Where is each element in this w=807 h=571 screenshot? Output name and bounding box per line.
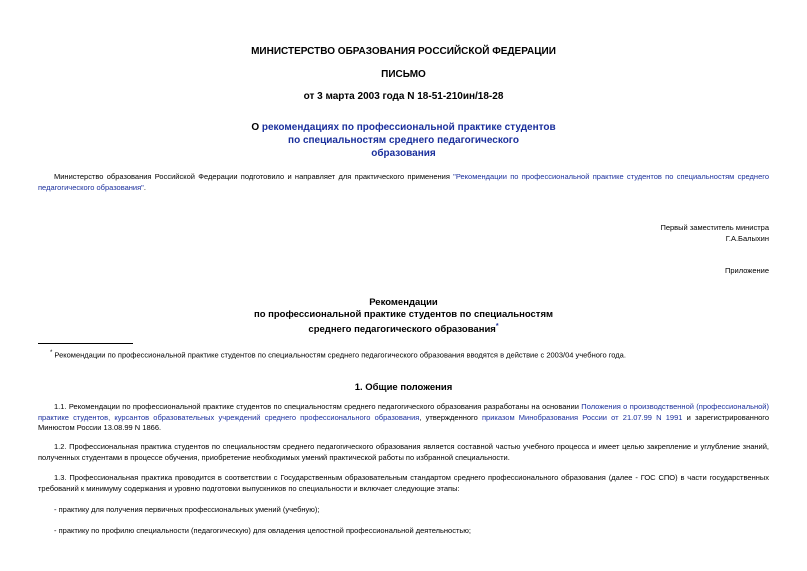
signature-block <box>660 223 769 244</box>
footnote-ref-link[interactable]: * <box>495 323 499 330</box>
list-item-1: - практику для получения первичных профессиональных умений (учебную); <box>54 505 320 514</box>
subject-link-line2[interactable]: по специальностям среднего педагогического <box>288 135 519 146</box>
list-item-2: - практику по профилю специальности (педагогическую) для овладения целостной профессиональной деятельностью; <box>54 526 472 535</box>
intro-text: Министерство образования Российской Федерации подготовило и направляет для практического применения <box>54 172 454 181</box>
recommendations-title-line3: среднего педагогического образования <box>308 324 496 336</box>
intro-paragraph <box>38 172 769 193</box>
subject-link-line1[interactable]: рекомендациях по профессиональной практике студентов <box>261 122 556 133</box>
section1-paragraph-1-2: 1.2. Профессиональная практика студентов по специальностям среднего педагогического образования является составной частью учебного процесса и имеет целью закрепление и углубление знаний, полученных студентами в процессе обучения, приобретение необходимых умений практической работы по избранной специальности. <box>38 442 769 462</box>
subject-heading <box>0 121 807 160</box>
practice-regulation-link[interactable]: Положения о производственной (профессиональной) практике студентов, курсантов образовательных учреждений среднего профессионального образования <box>38 402 769 422</box>
subject-link-line3[interactable]: образования <box>371 148 436 159</box>
section1-title: 1. Общие положения <box>354 382 453 393</box>
recommendations-link[interactable]: "Рекомендации по профессиональной практике студентов по специальностям среднего педагогического образования" <box>38 172 769 192</box>
footnote-text: Рекомендации по профессиональной практике студентов по специальностям среднего педагогического образования вводятся в действие с 2003/04 учебного года. <box>52 350 626 360</box>
intro-end: . <box>143 182 146 192</box>
p11-end: и зарегистрированного Минюстом России 13.08.99 N 1866. <box>38 412 769 432</box>
recommendations-title-line1: Рекомендации <box>369 297 438 308</box>
recommendations-title <box>0 297 807 336</box>
signature-position: Первый заместитель министра <box>660 223 769 232</box>
date-number-heading: от 3 марта 2003 года N 18-51-210ин/18-28 <box>303 91 504 102</box>
footnote <box>50 348 769 361</box>
ministry-heading: МИНИСТЕРСТВО ОБРАЗОВАНИЯ РОССИЙСКОЙ ФЕДЕРАЦИИ <box>251 46 556 57</box>
subject-prefix: О <box>251 122 262 133</box>
doc-type-heading: ПИСЬМО <box>381 69 426 80</box>
section1-paragraph-1-3: 1.3. Профессиональная практика проводится в соответствии с Государственным образовательным стандартом среднего профессионального образования (далее - ГОС СПО) в части государственных требований к минимуму содержания и уровню подготовки выпускников по специальности и включает следующие этапы: <box>38 473 769 493</box>
signature-name: Г.А.Балыхин <box>725 233 769 243</box>
footnote-divider <box>38 343 133 344</box>
order-1991-link[interactable]: приказом Минобразования России от 21.07.99 N 1991 <box>481 412 683 422</box>
p11-text: 1.1. Рекомендации по профессиональной практике студентов по специальностям среднего педагогического образования разработаны на основании <box>54 402 582 411</box>
p11-mid: , утвержденного <box>419 412 482 422</box>
footnote-marker: * <box>50 350 53 356</box>
appendix-label: Приложение <box>725 266 769 275</box>
section1-paragraph-1-1 <box>38 402 769 434</box>
recommendations-title-line2: по профессиональной практике студентов по специальностям <box>253 309 554 320</box>
